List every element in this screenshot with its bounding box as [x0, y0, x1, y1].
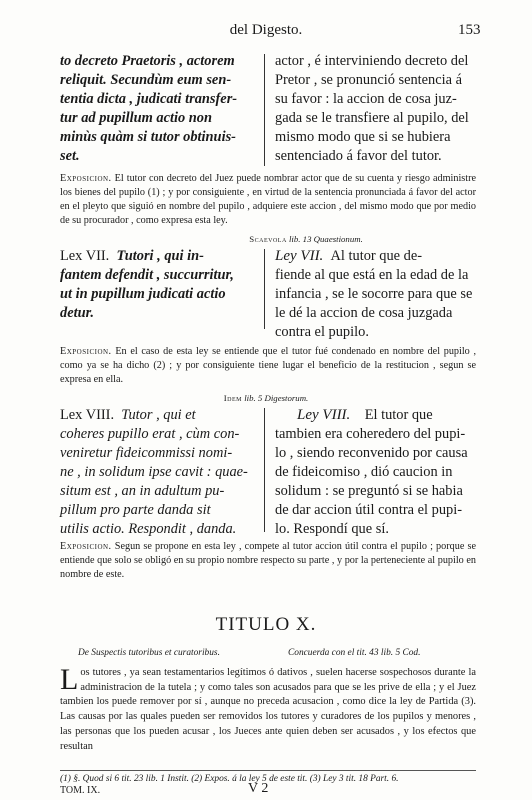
section-body-text: os tutores , ya sean testamentarios legítimos ó dativos , suelen hacerse sospechosos durante la administracion de la tutela ; y como tales son acusados para que se les prive de ella ; y el Juez tambien los puede remover por sí , aunque no preceda acusacion , como dice la ley de Partida (3). Las causas por las quales pueden ser removidos los tutores y curadores de los pupilos y menores , las personas que los pueden acusar , los Jueces ante quien deben ser acusados , y los efectos que resultan [60, 667, 476, 752]
law8-latin-heading: Lex VIII. [60, 407, 115, 423]
law8-latin-line: pillum pro parte danda sit [60, 502, 211, 518]
law7-latin [60, 247, 265, 323]
block1-spanish-line: sentenciado á favor del tutor. [275, 148, 442, 164]
citation-ref: lib. 5 Digestorum. [244, 393, 309, 403]
column-divider [264, 249, 265, 329]
column-divider [264, 54, 265, 166]
block1-latin-line: set. [60, 148, 80, 164]
exposicion-tag: Exposicion. [60, 346, 112, 357]
volume-label: TOM. IX. [60, 785, 101, 796]
law7-spanish-line: infancia , se le socorre para que se [275, 286, 473, 302]
column-divider [264, 408, 265, 532]
law8-spanish-line: lo. Respondí que sí. [275, 521, 389, 537]
exposicion-text: En el caso de esta ley se entiende que el tutor fué condenado en nombre del pupilo , como ya se ha dicho (2) ; y por consiguiente tiene lugar el beneficio de la restitucion , segun se expresa en ella. [60, 346, 476, 385]
law7-spanish-line: fiende al que está en la edad de la [275, 267, 469, 283]
block1-latin [60, 52, 265, 166]
citation-author: Idem [223, 393, 243, 403]
block1-latin-line: reliquit. Secundùm eum sen- [60, 72, 232, 88]
exposicion-text: Segun se propone en esta ley , compete al tutor accion útil contra el pupilo ; porque se entiende que solo se obligó en su propio nombre respecto su parte , y por la perteneciente al pupilo en nombre de este. [60, 541, 476, 580]
law7-spanish-first-line: Al tutor que de- [330, 248, 423, 264]
exposicion-tag: Exposicion. [60, 173, 112, 184]
law8-spanish-line: de dar accion útil contra el pupi- [275, 502, 463, 518]
law7-latin-line: ut in pupillum judicati actio [60, 286, 226, 302]
law8-spanish-line: lo , siendo reconvenido por causa [275, 445, 468, 461]
block1-spanish-line: gada se le transfiere al pupilo, del [275, 110, 469, 126]
law7-latin-first-line: Tutori , qui in- [116, 248, 204, 264]
law7-spanish-line: le dé la accion de cosa juzgada [275, 305, 453, 321]
law8-latin-line: coheres pupillo erat , cùm con- [60, 426, 240, 442]
block1-latin-line: to decreto Praetoris , actorem [60, 53, 235, 69]
block1-spanish-line: actor , é interviniendo decreto del [275, 53, 469, 69]
block1-latin-line: tentia dicta , judicati transfer- [60, 91, 238, 107]
exposicion-1 [60, 172, 476, 228]
drop-cap: L [60, 663, 79, 696]
law8-spanish-line: de fideicomiso , dió caucion in [275, 464, 453, 480]
law7-latin-line: fantem defendit , succurritur, [60, 267, 234, 283]
block1-latin-line: minùs quàm si tutor obtinuis- [60, 129, 236, 145]
exposicion-3 [60, 540, 476, 582]
exposicion-2 [60, 345, 476, 387]
block1-spanish-line: Pretor , se pronunció sentencia á [275, 72, 463, 88]
signature-mark: V 2 [248, 781, 269, 796]
section-subtitle-left: De Suspectis tutoribus et curatoribus. [78, 648, 220, 658]
section-body [60, 663, 476, 754]
citation-1 [0, 234, 532, 244]
law8-spanish-heading: Ley VIII. [297, 407, 351, 423]
block1-latin-line: tur ad pupillum actio non [60, 110, 212, 126]
section-subtitle-right: Concuerda con el tit. 43 lib. 5 Cod. [288, 648, 421, 658]
law7-spanish [275, 247, 475, 342]
law8-spanish [275, 406, 475, 539]
law7-spanish-line: contra el pupilo. [275, 324, 369, 340]
law7-latin-line: detur. [60, 305, 94, 321]
law8-spanish-first-line: El tutor que [364, 407, 433, 423]
law8-latin-line: situm est , an in adultum pu- [60, 483, 225, 499]
citation-2 [0, 393, 532, 403]
footnotes: (1) §. Quod si 6 tit. 23 lib. 1 Instit. (2) Expos. á la ley 5 de este tit. (3) Ley 3 tit. 18 Part. 6. [60, 774, 399, 784]
law8-latin-first-line: Tutor , qui et [121, 407, 196, 423]
law8-spanish-line: solidum : se preguntó si se habia [275, 483, 463, 499]
block1-spanish-line: su favor : la accion de cosa juz- [275, 91, 457, 107]
section-title: TITULO X. [215, 614, 317, 635]
exposicion-tag: Exposicion. [60, 541, 112, 552]
law8-latin [60, 406, 265, 539]
law8-latin-line: utilis actio. Respondit , danda. [60, 521, 237, 537]
page-number: 153 [458, 22, 481, 38]
law7-spanish-heading: Ley VII. [275, 248, 324, 264]
law8-latin-line: veniretur fideicommissi nomi- [60, 445, 233, 461]
block1-spanish [275, 52, 475, 166]
footnote-rule [60, 770, 476, 771]
running-header: del Digesto. [229, 22, 303, 38]
citation-author: Scaevola [249, 234, 287, 244]
citation-ref: lib. 13 Quaestionum. [288, 234, 363, 244]
law7-latin-heading: Lex VII. [60, 248, 110, 264]
law8-spanish-line: tambien era coheredero del pupi- [275, 426, 466, 442]
exposicion-text: El tutor con decreto del Juez puede nombrar actor que de su cuenta y riesgo administre los bienes del pupilo (1) ; y por consiguiente , en virtud de la sentencia pronunciada á favor del actor en el pleyto que siguió en nombre del pupilo , adquiere este accion , del mismo modo que por medio de su procurador , como expresa esta ley. [60, 173, 476, 226]
block1-spanish-line: mismo modo que si se hubiera [275, 129, 451, 145]
law8-latin-line: ne , in solidum ipse cavit : quae- [60, 464, 248, 480]
